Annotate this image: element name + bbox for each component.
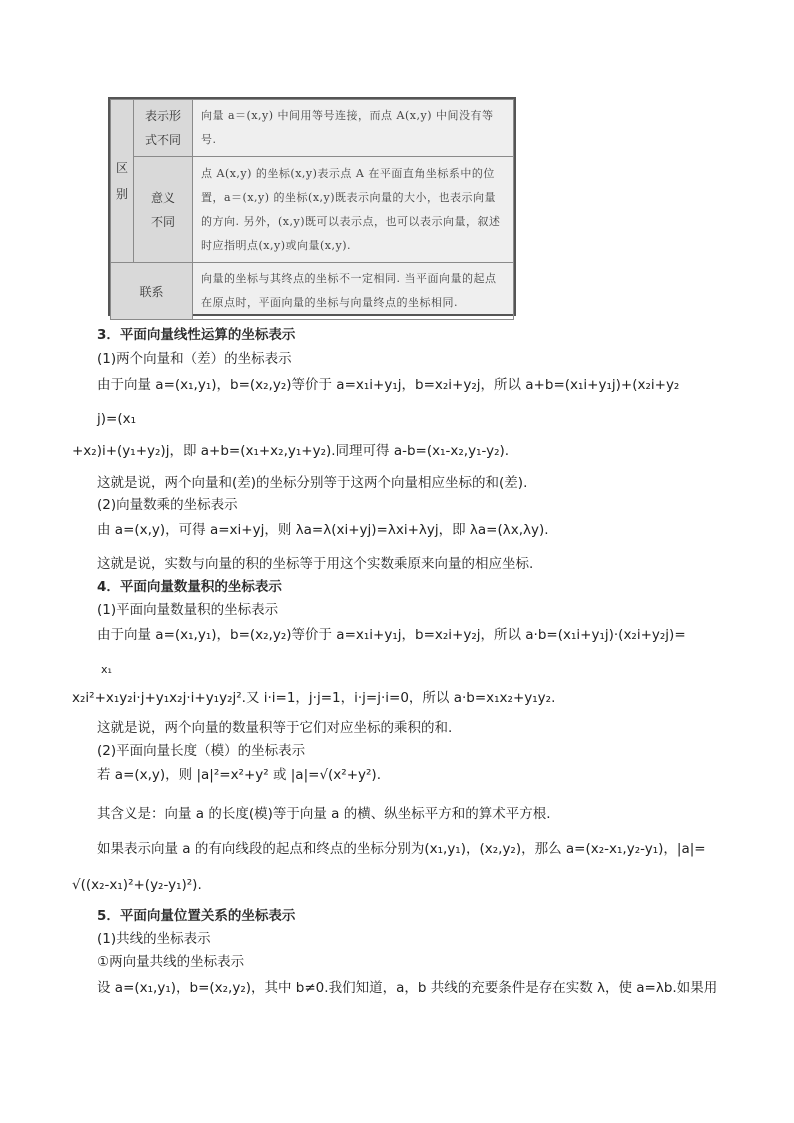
paragraph-line: √((x₂-x₁)²+(y₂-y₁)²). — [72, 877, 202, 893]
table-row3-text: 向量的坐标与其终点的坐标不一定相同. 当平面向量的起点在原点时，平面向量的坐标与向量终点的坐标相同. — [193, 263, 514, 320]
section-3-heading: 3．平面向量线性运算的坐标表示 — [97, 327, 296, 343]
table-row2-text: 点 A(x,y) 的坐标(x,y)表示点 A 在平面直角坐标系中的位置，a＝(x,y) 的坐标(x,y)既表示向量的大小，也表示向量的方向. 另外，(x,y)既可以表示点，也可以表示向量，叙述时应指明点(x,y)或向量(x,y). — [193, 157, 514, 263]
paragraph-line: x₁ — [101, 663, 112, 676]
paragraph-line: 这就是说，实数与向量的积的坐标等于用这个实数乘原来向量的相应坐标. — [97, 556, 534, 572]
paragraph-line: 如果表示向量 a 的有向线段的起点和终点的坐标分别为(x₁,y₁)，(x₂,y₂)，那么 a=(x₂-x₁,y₂-y₁)，|a|= — [97, 841, 706, 857]
paragraph-line: 设 a=(x₁,y₁)，b=(x₂,y₂)，其中 b≠0.我们知道，a，b 共线的充要条件是存在实数 λ，使 a=λb.如果用 — [97, 980, 718, 996]
subsection-4-1-heading: (1)平面向量数量积的坐标表示 — [97, 602, 279, 618]
subsection-5-1-heading: (1)共线的坐标表示 — [97, 931, 211, 947]
table-row1-label: 表示形 式不同 — [134, 100, 193, 157]
paragraph-line: 由于向量 a=(x₁,y₁)，b=(x₂,y₂)等价于 a=x₁i+y₁j，b=x₂i+y₂j，所以 a+b=(x₁i+y₁j)+(x₂i+y₂ — [97, 377, 680, 393]
subsection-3-1-heading: (1)两个向量和（差）的坐标表示 — [97, 351, 292, 367]
paragraph-line: 由 a=(x,y)，可得 a=xi+yj，则 λa=λ(xi+yj)=λxi+λyj，即 λa=(λx,λy). — [97, 522, 549, 538]
paragraph-line: 由于向量 a=(x₁,y₁)，b=(x₂,y₂)等价于 a=x₁i+y₁j，b=x₂i+y₂j，所以 a·b=(x₁i+y₁j)·(x₂i+y₂j)= — [97, 627, 686, 643]
paragraph-line: 这就是说，两个向量的数量积等于它们对应坐标的乘积的和. — [97, 720, 453, 736]
paragraph-line: ①两向量共线的坐标表示 — [97, 954, 245, 970]
comparison-table-image — [108, 97, 516, 316]
paragraph-line: j)=(x₁ — [97, 411, 136, 427]
subsection-4-2-heading: (2)平面向量长度（模）的坐标表示 — [97, 743, 306, 759]
paragraph-line: 若 a=(x,y)，则 |a|²=x²+y² 或 |a|=√(x²+y²). — [97, 767, 381, 783]
paragraph-line: 这就是说，两个向量和(差)的坐标分别等于这两个向量相应坐标的和(差). — [97, 475, 528, 491]
table-row2-label: 意义 不同 — [134, 157, 193, 263]
paragraph-line: x₂i²+x₁y₂i·j+y₁x₂j·i+y₁y₂j².又 i·i=1，j·j=1，i·j=j·i=0，所以 a·b=x₁x₂+y₁y₂. — [72, 690, 556, 706]
table-group-label: 区 别 — [111, 100, 134, 263]
comparison-table — [110, 99, 514, 320]
table-row3-label: 联系 — [111, 263, 193, 320]
section-4-heading: 4．平面向量数量积的坐标表示 — [97, 579, 282, 595]
section-5-heading: 5．平面向量位置关系的坐标表示 — [97, 908, 296, 924]
table-row1-text: 向量 a＝(x,y) 中间用等号连接，而点 A(x,y) 中间没有等号. — [193, 100, 514, 157]
subsection-3-2-heading: (2)向量数乘的坐标表示 — [97, 497, 238, 513]
paragraph-line: +x₂)i+(y₁+y₂)j，即 a+b=(x₁+x₂,y₁+y₂).同理可得 a-b=(x₁-x₂,y₁-y₂). — [72, 443, 510, 459]
paragraph-line: 其含义是：向量 a 的长度(模)等于向量 a 的横、纵坐标平方和的算术平方根. — [97, 806, 551, 822]
